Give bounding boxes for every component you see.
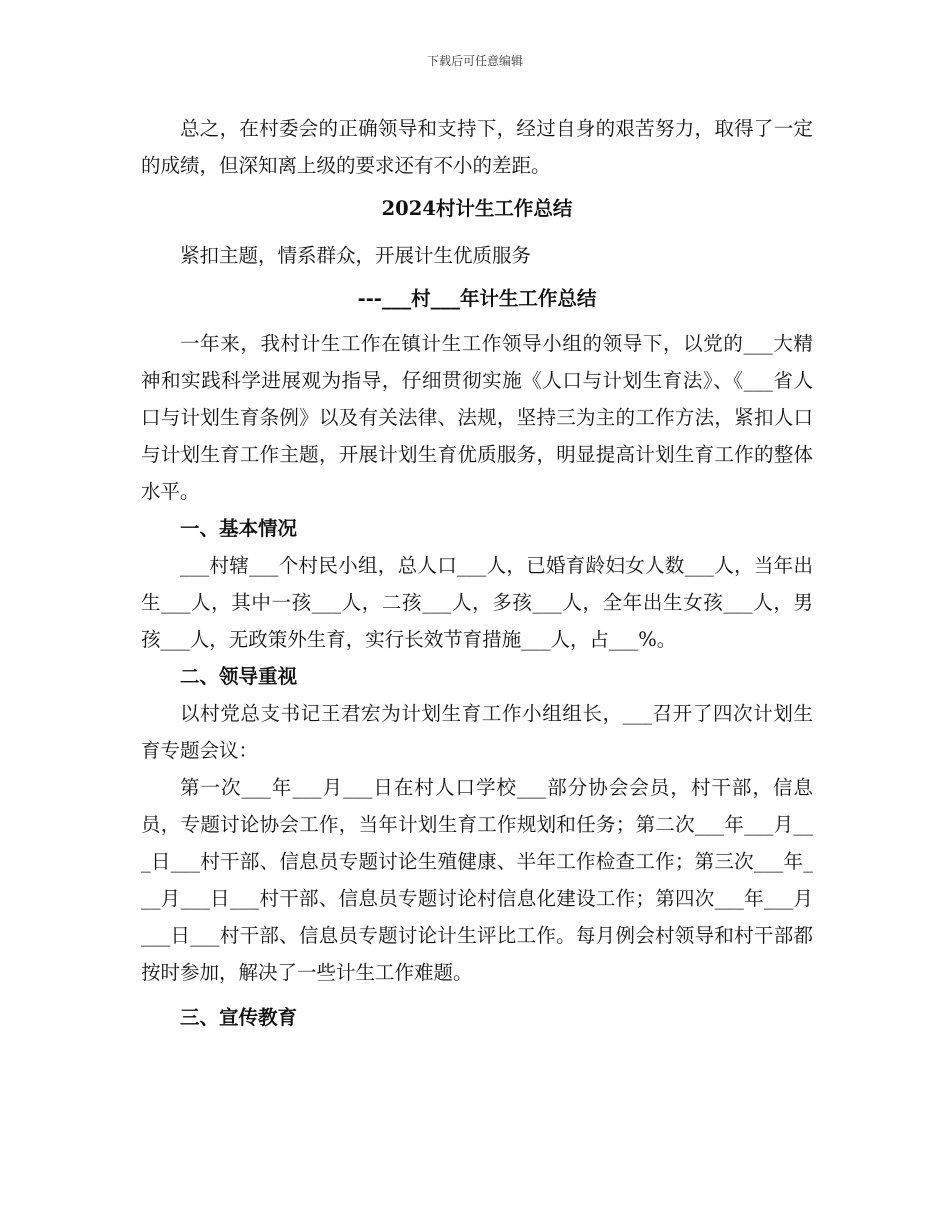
intro-paragraph: 一年来，我村计生工作在镇计生工作领导小组的领导下，以党的___大精神和实践科学进展观为指导，仔细贯彻实施《人口与计划生育法》、《___省人口与计划生育条例》以及有关法律、法规，坚持三为主的工作方法，紧扣人口与计划生育工作主题，开展计划生育优质服务，明显提高计划生育工作的整体水平。 (141, 332, 813, 503)
document-title: 2024村计生工作总结 (381, 197, 573, 220)
section-heading-basic: 一、基本情况 (180, 517, 298, 540)
section-heading-leadership: 二、领导重视 (180, 665, 298, 688)
closing-paragraph: 总之，在村委会的正确领导和支持下，经过自身的艰苦努力，取得了一定的成绩，但深知离上级的要求还有不小的差距。 (141, 117, 813, 177)
motto-line: 紧扣主题，情系群众，开展计生优质服务 (180, 244, 532, 267)
document-body (141, 110, 813, 1036)
section-leadership-text: 以村党总支书记王君宏为计划生育工作小组组长，___召开了四次计划生育专题会议： (141, 702, 813, 762)
document-subtitle: ---___村___年计生工作总结 (357, 287, 597, 310)
section-basic-text: ___村辖___个村民小组，总人口___人，已婚育龄妇女人数___人，当年出生___人，其中一孩___人，二孩___人，多孩___人，全年出生女孩___人，男孩___人，无政策外生育，实行长效节育措施___人，占___%。 (141, 554, 813, 651)
section-heading-publicity: 三、宣传教育 (180, 1006, 298, 1029)
section-leadership-meetings: 第一次___年___月___日在村人口学校___部分协会会员，村干部，信息员，专题讨论协会工作，当年计划生育工作规划和任务；第二次___年___月___日___村干部、信息员专题讨论生殖健康、半年工作检查工作；第三次___年___月___日___村干部、信息员专题讨论村信息化建设工作；第四次___年___月___日___村干部、信息员专题讨论计生评比工作。每月例会村领导和村干部都按时参加，解决了一些计生工作难题。 (141, 776, 813, 984)
page-header: 下载后可任意编辑 (426, 54, 523, 68)
